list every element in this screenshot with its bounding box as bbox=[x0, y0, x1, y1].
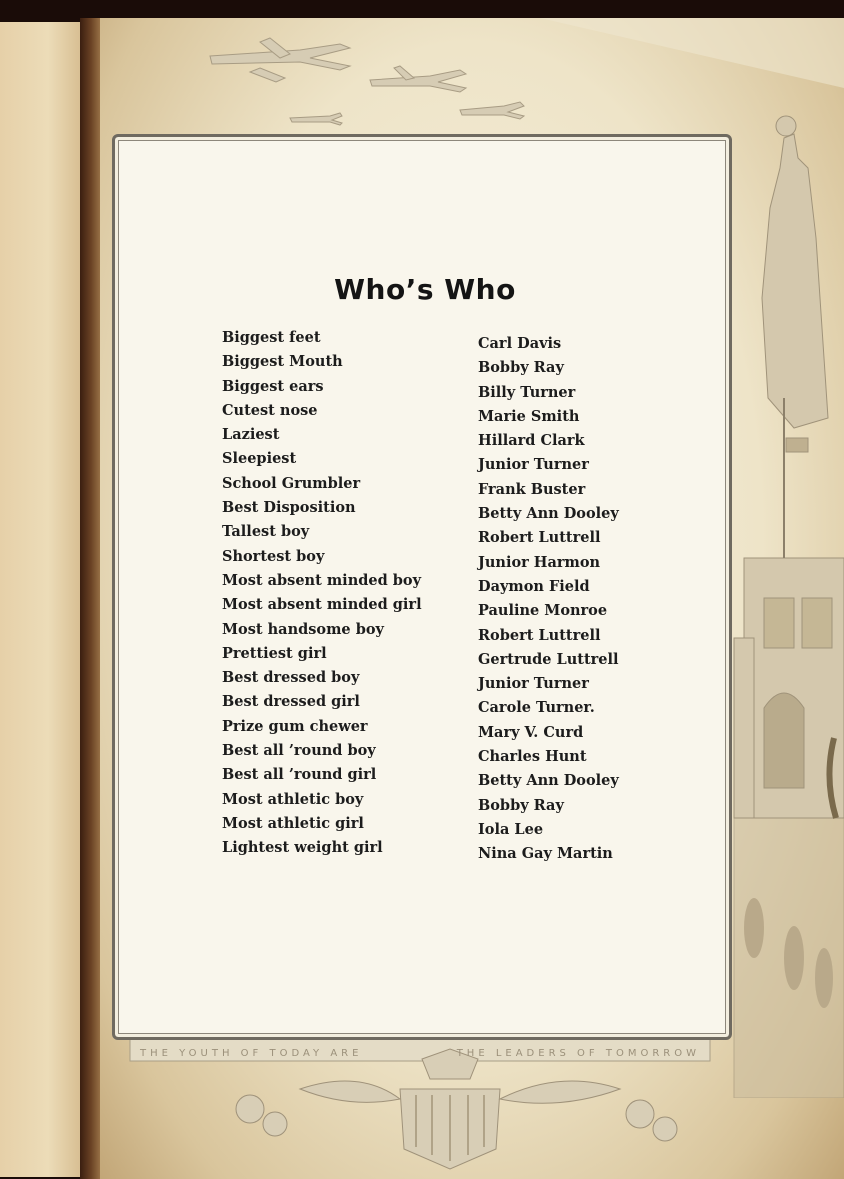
categories-column bbox=[222, 326, 422, 861]
winner-name: Junior Harmon bbox=[478, 553, 601, 571]
category-label: Most athletic girl bbox=[222, 814, 364, 832]
category-label: Lightest weight girl bbox=[222, 839, 383, 857]
category-label: Most handsome boy bbox=[222, 620, 384, 638]
category-label: Most absent minded boy bbox=[222, 571, 422, 589]
book-spine bbox=[80, 18, 102, 1179]
category-label: Most absent minded girl bbox=[222, 596, 422, 614]
winner-name: Robert Luttrell bbox=[478, 529, 601, 547]
facing-page-edge bbox=[0, 22, 82, 1177]
yearbook-page bbox=[100, 18, 844, 1179]
category-label: Best all ’round boy bbox=[222, 742, 376, 760]
winner-name: Carl Davis bbox=[478, 335, 562, 352]
winner-name: Pauline Monroe bbox=[478, 602, 608, 620]
category-label: Best Disposition bbox=[222, 499, 356, 517]
winner-name: Iola Lee bbox=[478, 820, 544, 838]
winner-name: Bobby Ray bbox=[478, 359, 564, 377]
category-label: Cutest nose bbox=[222, 401, 318, 419]
category-label: Biggest ears bbox=[222, 377, 324, 395]
category-label: School Grumbler bbox=[222, 474, 361, 492]
category-label: Shortest boy bbox=[222, 547, 325, 565]
category-label: Prettiest girl bbox=[222, 644, 327, 662]
winner-name: Gertrude Luttrell bbox=[478, 650, 619, 668]
winner-name: Daymon Field bbox=[478, 577, 590, 595]
winner-name: Marie Smith bbox=[478, 407, 580, 425]
category-label: Laziest bbox=[222, 426, 280, 444]
winner-name: Junior Turner bbox=[478, 456, 589, 474]
winner-name: Charles Hunt bbox=[478, 748, 587, 766]
winner-name: Bobby Ray bbox=[478, 796, 564, 814]
page-title: Who’s Who bbox=[334, 273, 516, 306]
motto-right: THE LEADERS OF TOMORROW bbox=[456, 1048, 700, 1059]
category-label: Biggest feet bbox=[222, 329, 321, 346]
winner-name: Nina Gay Martin bbox=[478, 845, 613, 863]
category-label: Sleepiest bbox=[222, 450, 297, 468]
winner-name: Robert Luttrell bbox=[478, 626, 601, 644]
category-label: Best dressed boy bbox=[222, 669, 360, 687]
category-label: Most athletic boy bbox=[222, 790, 364, 808]
winner-name: Junior Turner bbox=[478, 675, 589, 693]
motto-left: THE YOUTH OF TODAY ARE bbox=[140, 1048, 363, 1059]
motto-banner bbox=[140, 1048, 700, 1066]
category-label: Tallest boy bbox=[222, 523, 310, 541]
winner-name: Betty Ann Dooley bbox=[478, 772, 619, 790]
winner-name: Carole Turner. bbox=[478, 699, 595, 717]
winner-name: Frank Buster bbox=[478, 480, 586, 498]
text-frame bbox=[112, 134, 732, 1040]
category-label: Biggest Mouth bbox=[222, 353, 343, 371]
names-column bbox=[478, 332, 619, 867]
category-label: Prize gum chewer bbox=[222, 717, 368, 735]
winner-name: Betty Ann Dooley bbox=[478, 505, 619, 523]
winner-name: Mary V. Curd bbox=[478, 723, 584, 741]
liberty-and-school-illustration bbox=[724, 98, 844, 1098]
category-label: Best dressed girl bbox=[222, 693, 360, 711]
winner-name: Billy Turner bbox=[478, 383, 576, 401]
winner-name: Hillard Clark bbox=[478, 432, 585, 450]
category-label: Best all ’round girl bbox=[222, 766, 377, 784]
